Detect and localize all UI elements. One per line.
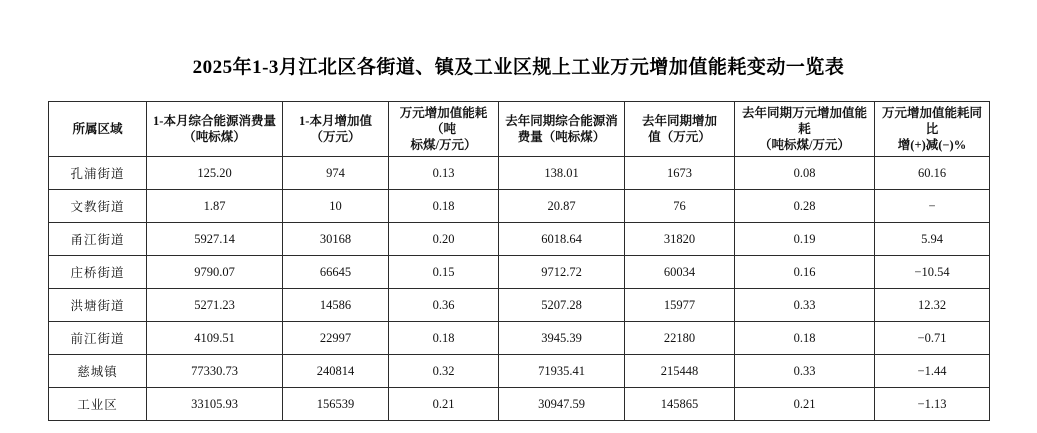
table-row: [49, 355, 990, 388]
cell-region: 洪塘街道: [49, 289, 147, 322]
cell-energy-per-unit-previous: 0.19: [735, 223, 875, 256]
cell-energy-per-unit-previous: 0.33: [735, 289, 875, 322]
table-container: [48, 101, 989, 421]
cell-yoy: 12.32: [875, 289, 990, 322]
cell-energy-previous: 5207.28: [499, 289, 625, 322]
cell-energy-per-unit-previous: 0.33: [735, 355, 875, 388]
table-body: [49, 157, 990, 421]
cell-energy-previous: 20.87: [499, 190, 625, 223]
header-line-1: 去年同期增加: [641, 114, 717, 128]
cell-energy-current: 9790.07: [147, 256, 283, 289]
header-row: [49, 102, 990, 157]
cell-energy-per-unit-current: 0.18: [389, 322, 499, 355]
cell-value-added-previous: 31820: [625, 223, 735, 256]
header-line-2: （吨标煤/万元）: [759, 138, 850, 152]
header-line-2: 增(+)减(−)%: [897, 138, 967, 152]
header-line-1: 1-本月增加值: [299, 114, 372, 128]
table-row: [49, 388, 990, 421]
column-header-energy-per-unit-current: [389, 102, 499, 157]
cell-energy-previous: 30947.59: [499, 388, 625, 421]
cell-value-added-previous: 60034: [625, 256, 735, 289]
cell-yoy: −1.13: [875, 388, 990, 421]
cell-energy-per-unit-current: 0.13: [389, 157, 499, 190]
cell-region: 甬江街道: [49, 223, 147, 256]
header-line-1: 去年同期综合能源消: [505, 114, 618, 128]
cell-region: 慈城镇: [49, 355, 147, 388]
cell-energy-per-unit-previous: 0.28: [735, 190, 875, 223]
cell-region: 工业区: [49, 388, 147, 421]
column-header-energy-per-unit-previous: [735, 102, 875, 157]
cell-region: 前江街道: [49, 322, 147, 355]
table-row: [49, 223, 990, 256]
table-row: [49, 157, 990, 190]
cell-energy-current: 33105.93: [147, 388, 283, 421]
cell-value-added-current: 240814: [283, 355, 389, 388]
header-line-1: 万元增加值能耗（吨: [399, 106, 488, 136]
cell-yoy: −0.71: [875, 322, 990, 355]
cell-value-added-previous: 76: [625, 190, 735, 223]
table-row: [49, 322, 990, 355]
energy-consumption-table: [48, 101, 990, 421]
cell-value-added-current: 66645: [283, 256, 389, 289]
column-header-value-added-current: [283, 102, 389, 157]
table-row: [49, 256, 990, 289]
cell-energy-per-unit-current: 0.20: [389, 223, 499, 256]
cell-value-added-previous: 1673: [625, 157, 735, 190]
header-line-2: 值（万元）: [648, 130, 711, 144]
column-header-energy-current: [147, 102, 283, 157]
cell-energy-current: 1.87: [147, 190, 283, 223]
cell-energy-previous: 9712.72: [499, 256, 625, 289]
cell-yoy: 5.94: [875, 223, 990, 256]
header-line-1: 所属区域: [72, 122, 123, 136]
table-header: [49, 102, 990, 157]
header-line-2: 费量（吨标煤）: [517, 130, 606, 144]
header-line-1: 万元增加值能耗同比: [881, 106, 982, 136]
cell-yoy: −1.44: [875, 355, 990, 388]
cell-value-added-previous: 145865: [625, 388, 735, 421]
header-line-2: （吨标煤）: [183, 130, 246, 144]
cell-energy-previous: 138.01: [499, 157, 625, 190]
cell-energy-current: 125.20: [147, 157, 283, 190]
cell-energy-current: 5271.23: [147, 289, 283, 322]
cell-value-added-current: 14586: [283, 289, 389, 322]
column-header-region: [49, 102, 147, 157]
cell-value-added-previous: 15977: [625, 289, 735, 322]
cell-yoy: −: [875, 190, 990, 223]
cell-energy-per-unit-current: 0.36: [389, 289, 499, 322]
cell-value-added-current: 30168: [283, 223, 389, 256]
cell-energy-per-unit-current: 0.18: [389, 190, 499, 223]
table-row: [49, 190, 990, 223]
header-line-1: 去年同期万元增加值能耗: [741, 106, 867, 136]
cell-yoy: −10.54: [875, 256, 990, 289]
header-line-1: 1-本月综合能源消费量: [153, 114, 276, 128]
cell-energy-per-unit-previous: 0.21: [735, 388, 875, 421]
cell-energy-per-unit-previous: 0.16: [735, 256, 875, 289]
cell-energy-per-unit-current: 0.15: [389, 256, 499, 289]
cell-energy-per-unit-previous: 0.08: [735, 157, 875, 190]
cell-energy-current: 77330.73: [147, 355, 283, 388]
cell-energy-previous: 71935.41: [499, 355, 625, 388]
cell-energy-per-unit-current: 0.32: [389, 355, 499, 388]
header-line-2: （万元）: [310, 130, 361, 144]
column-header-energy-previous: [499, 102, 625, 157]
cell-region: 文教街道: [49, 190, 147, 223]
table-row: [49, 289, 990, 322]
cell-value-added-current: 974: [283, 157, 389, 190]
cell-yoy: 60.16: [875, 157, 990, 190]
cell-value-added-current: 22997: [283, 322, 389, 355]
cell-region: 孔浦街道: [49, 157, 147, 190]
cell-energy-previous: 3945.39: [499, 322, 625, 355]
cell-value-added-current: 10: [283, 190, 389, 223]
header-line-2: 标煤/万元）: [410, 138, 477, 152]
cell-energy-previous: 6018.64: [499, 223, 625, 256]
cell-energy-per-unit-current: 0.21: [389, 388, 499, 421]
cell-energy-per-unit-previous: 0.18: [735, 322, 875, 355]
page-title: 2025年1-3月江北区各街道、镇及工业区规上工业万元增加值能耗变动一览表: [192, 57, 845, 78]
cell-value-added-previous: 22180: [625, 322, 735, 355]
cell-value-added-previous: 215448: [625, 355, 735, 388]
cell-energy-current: 5927.14: [147, 223, 283, 256]
column-header-value-added-previous: [625, 102, 735, 157]
cell-value-added-current: 156539: [283, 388, 389, 421]
column-header-yoy-change: [875, 102, 990, 157]
cell-region: 庄桥街道: [49, 256, 147, 289]
cell-energy-current: 4109.51: [147, 322, 283, 355]
